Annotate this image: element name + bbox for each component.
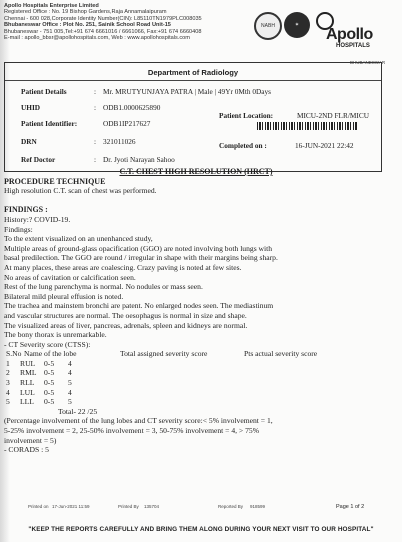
procedure-text: High resolution C.T. scan of chest was performed. [4,186,157,196]
lobe-range: 0-5 [44,387,55,397]
lobe-score: 4 [68,358,72,368]
sep: : [94,103,97,112]
lobe-score: 5 [68,397,72,407]
header-line: Registered Office : No. 19 Bishop Gardens,Raja Annamalaipuram [4,9,167,16]
patient-barcode [257,122,357,130]
findings-line: Bilateral mild pleural effusion is noted. [4,291,124,301]
uhid-label: UHID [21,103,41,112]
apollo-logo [316,12,396,65]
findings-line: basal predilection. The GGO are round / irregular in shape with their margins being sharp. [4,253,278,263]
table-row [4,388,388,398]
reported-by-label: Reported By [218,504,244,509]
table-row [4,359,388,369]
logo-sub: HOSPITALS [336,43,370,49]
printed-by-value: 135704 [144,504,160,509]
lobe-sno: 1 [6,358,10,368]
patient-location-value: MICU-2ND FLR/MICU [297,111,369,120]
logo-city: BHUBANESWAR [350,60,386,65]
accreditation-seal-icon: ✶ [284,12,310,38]
footer-notice: "KEEP THE REPORTS CAREFULLY AND BRING THEM ALONG DURING YOUR NEXT VISIT TO OUR HOSPITAL" [28,526,374,533]
patient-identifier-value: ODB1IP217627 [103,119,151,128]
hospital-header [4,3,274,41]
col-lobe: Name of the lobe [24,349,77,359]
lobe-name: RML [20,368,37,378]
patient-details-label: Patient Details [21,87,67,96]
ref-doctor-label: Ref Doctor [21,155,56,164]
lobe-sno: 4 [6,387,10,397]
ctss-heading: - CT Severity score (CTSS): [4,339,91,349]
lobe-score: 5 [68,378,72,388]
percentage-line: (Percentage involvement of the lung lobes and CT severity score:< 5% involvement = 1, [4,416,273,426]
findings-line: No areas of cavitation or calcification seen. [4,272,136,282]
patient-location-label: Patient Location: [219,111,274,120]
uhid-value: ODB1.0000625890 [103,103,161,112]
ref-doctor-value: Dr. Jyoti Narayan Sahoo [103,155,175,164]
col-assigned: Total assigned severity score [120,349,208,359]
logo-name: Apollo [326,26,373,43]
col-pts: Pts actual severity score [244,349,318,359]
patient-info [5,81,381,171]
findings-heading: FINDINGS : [4,205,48,215]
patient-details-value: Mr. MRUTYUNJAYA PATRA | Male | 49Yr 0Mth 0Days [103,87,271,96]
sep: : [94,87,97,96]
table-row [4,378,388,388]
lobe-range: 0-5 [44,397,55,407]
report-title: C.T. CHEST HIGH RESOLUTION (HRCT) [119,167,273,176]
lobe-range: 0-5 [44,358,55,368]
findings-line: Rest of the lung parenchyma is normal. No nodules or mass seen. [4,282,203,292]
department-title: Department of Radiology [5,63,381,81]
completed-on-value: 16-JUN-2021 22:42 [295,141,354,150]
lobe-name: RUL [20,358,36,368]
lobe-range: 0-5 [44,378,55,388]
logo-area [254,6,394,65]
table-row [4,368,388,378]
printed-by-label: Printed By [118,504,139,509]
header-line: E-mail : apollo_bbsr@apollohospitals.com, Web : www.apollohospitals.com [4,35,190,42]
findings-line: At many places, these areas are coalescing. Crazy paving is noted at few sites. [4,262,242,272]
history-text: History:? COVID-19. [4,214,71,224]
findings-label: Findings: [4,224,33,234]
table-row [4,397,388,407]
lobe-sno: 5 [6,397,10,407]
findings-line: The bony thorax is unremarkable. [4,330,107,340]
lobe-score: 4 [68,387,72,397]
procedure-heading: PROCEDURE TECHNIQUE [4,176,106,186]
drn-value: 321011026 [103,137,136,146]
lobe-name: LLL [20,397,34,407]
completed-on-label: Completed on : [219,141,267,150]
findings-line: Multiple areas of ground-glass opacification (GGO) are noted involving both lungs with [4,243,273,253]
report-body [4,166,388,455]
sep: : [94,137,97,146]
findings-line: To the extent visualized on an unenhanced study, [4,234,153,244]
lobe-sno: 3 [6,378,10,388]
header-line: Bhubaneswar Office : Plot No. 251, Sainik School Road Unit-15 [4,22,171,29]
total-score: Total- 22 /25 [58,406,98,416]
nabh-seal-icon [254,12,282,40]
lobe-name: RLL [20,378,35,388]
header-line: Apollo Hospitals Enterprise Limited [4,3,99,9]
drn-label: DRN [21,137,37,146]
severity-table-header [4,349,388,359]
corads-score: - CORADS : 5 [4,445,49,455]
col-sno: S.No [6,349,22,359]
lobe-sno: 2 [6,368,10,378]
findings-line: and vascular structures are normal. The oesophagus is normal in size and shape. [4,310,247,320]
patient-info-box [4,62,382,172]
lobe-score: 4 [68,368,72,378]
lobe-name: LUL [20,387,35,397]
header-line: Chennai - 600 028,Corporate Identity Number(CIN): L85110TN1979PLC008035 [4,15,202,22]
printed-on-label: Printed on [28,504,49,509]
page-number: Page 1 of 2 [336,504,365,510]
sep: : [94,155,97,164]
printed-on-value: 17-Jun-2021 11:59 [52,504,90,509]
header-line: Bhubaneswar - 751 005,Tel:+91 674 6661016 / 6661066, Fax:+91 674 6660408 [4,28,202,35]
percentage-line: 5-25% involvement = 2, 25-50% involvement = 3, 50-75% involvement = 4, > 75% [4,426,260,436]
findings-line: The visualized areas of liver, pancreas, adrenals, spleen and kidneys are normal. [4,320,248,330]
percentage-line: involvement = 5) [4,435,57,445]
findings-line: The trachea and mainstem bronchi are patent. No enlarged nodes seen. The mediastinum [4,301,274,311]
nabh-label: NABH [261,23,275,29]
patient-identifier-label: Patient Identifier: [21,119,78,128]
lobe-range: 0-5 [44,368,55,378]
reported-by-value: 918599 [250,504,266,509]
